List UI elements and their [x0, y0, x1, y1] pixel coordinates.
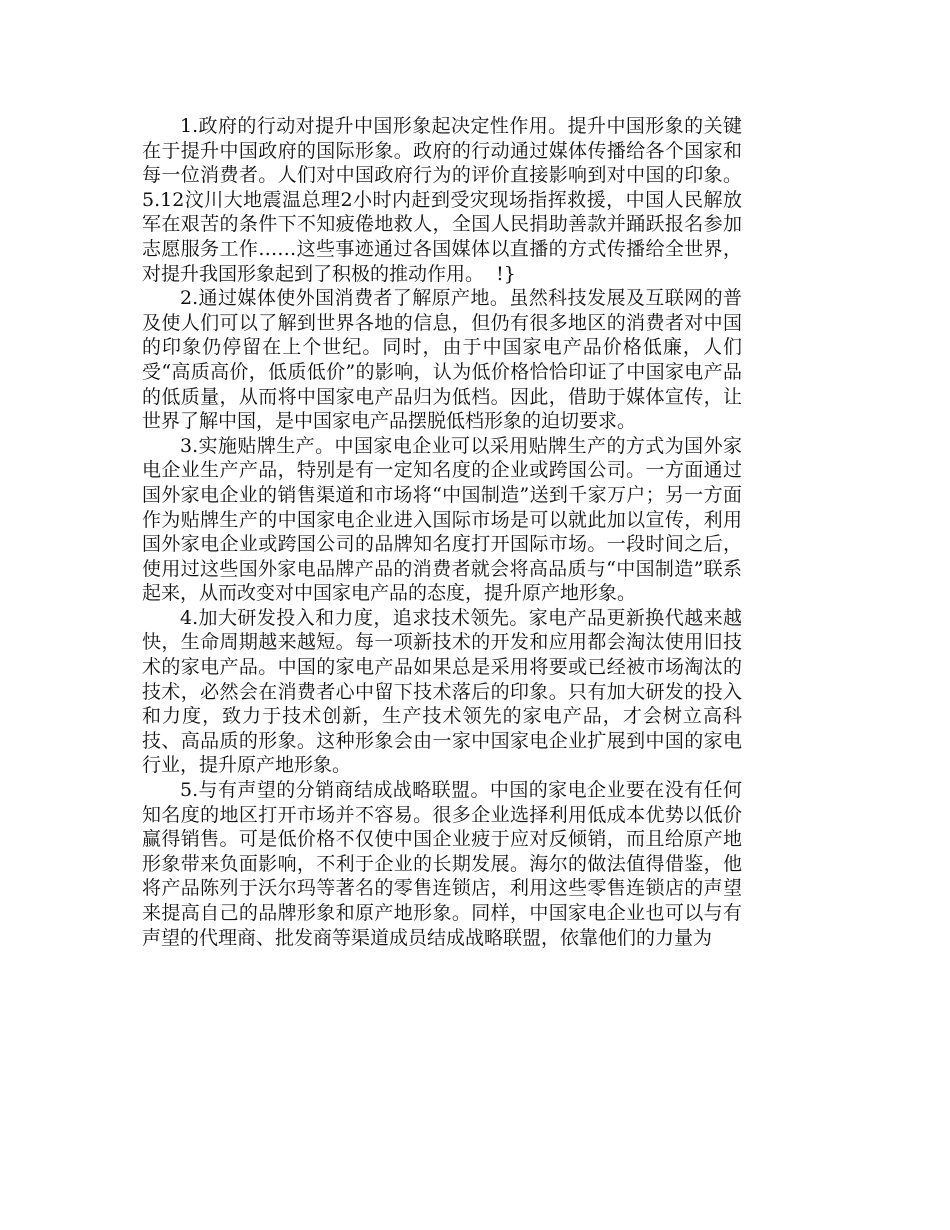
paragraph-5: 5.与有声望的分销商结成战略联盟。中国的家电企业要在没有任何知名度的地区打开市场并不容易。很多企业选择利用低成本优势以低价赢得销售。可是低价格不仅使中国企业疲于应对反倾销，而且给原产地形象带来负面影响，不利于企业的长期发展。海尔的做法值得借鉴，他将产品陈列于沃尔玛等著名的零售连锁店，利用这些零售连锁店的声望来提高自己的品牌形象和原产地形象。同样，中国家电企业也可以与有声望的代理商、批发商等渠道成员结成战略联盟，依靠他们的力量为 — [142, 779, 742, 949]
paragraph-1: 1.政府的行动对提升中国形象起决定性作用。提升中国形象的关键在于提升中国政府的国际形象。政府的行动通过媒体传播给各个国家和每一位消费者。人们对中国政府行为的评价直接影响到对中国的印象。5.12汶川大地震温总理2小时内赶到受灾现场指挥救援，中国人民解放军在艰苦的条件下不知疲倦地救人，全国人民捐助善款并踊跃报名参加志愿服务工作……这些事迹通过各国媒体以直播的方式传播给全世界，对提升我国形象起到了积极的推动作用。 !} — [142, 115, 742, 285]
paragraph-4: 4.加大研发投入和力度，追求技术领先。家电产品更新换代越来越快，生命周期越来越短。每一项新技术的开发和应用都会淘汰使用旧技术的家电产品。中国的家电产品如果总是采用将要或已经被市场淘汰的技术，必然会在消费者心中留下技术落后的印象。只有加大研发的投入和力度，致力于技术创新，生产技术领先的家电产品，才会树立高科技、高品质的形象。这种形象会由一家中国家电企业扩展到中国的家电行业，提升原产地形象。 — [142, 606, 742, 777]
document-body — [142, 114, 742, 950]
paragraph-3: 3.实施贴牌生产。中国家电企业可以采用贴牌生产的方式为国外家电企业生产产品，特别是有一定知名度的企业或跨国公司。一方面通过国外家电企业的销售渠道和市场将“中国制造”送到千家万户；另一方面作为贴牌生产的中国家电企业进入国际市场是可以就此加以宣传，利用国外家电企业或跨国公司的品牌知名度打开国际市场。一段时间之后，使用过这些国外家电品牌产品的消费者就会将高品质与“中国制造”联系起来，从而改变对中国家电产品的态度，提升原产地形象。 — [142, 434, 742, 605]
paragraph-2: 2.通过媒体使外国消费者了解原产地。虽然科技发展及互联网的普及使人们可以了解到世界各地的信息，但仍有很多地区的消费者对中国的印象仍停留在上个世纪。同时，由于中国家电产品价格低廉，人们受“高质高价，低质低价”的影响，认为低价格恰恰印证了中国家电产品的低质量，从而将中国家电产品归为低档。因此，借助于媒体宣传，让世界了解中国，是中国家电产品摆脱低档形象的迫切要求。 — [142, 287, 742, 433]
